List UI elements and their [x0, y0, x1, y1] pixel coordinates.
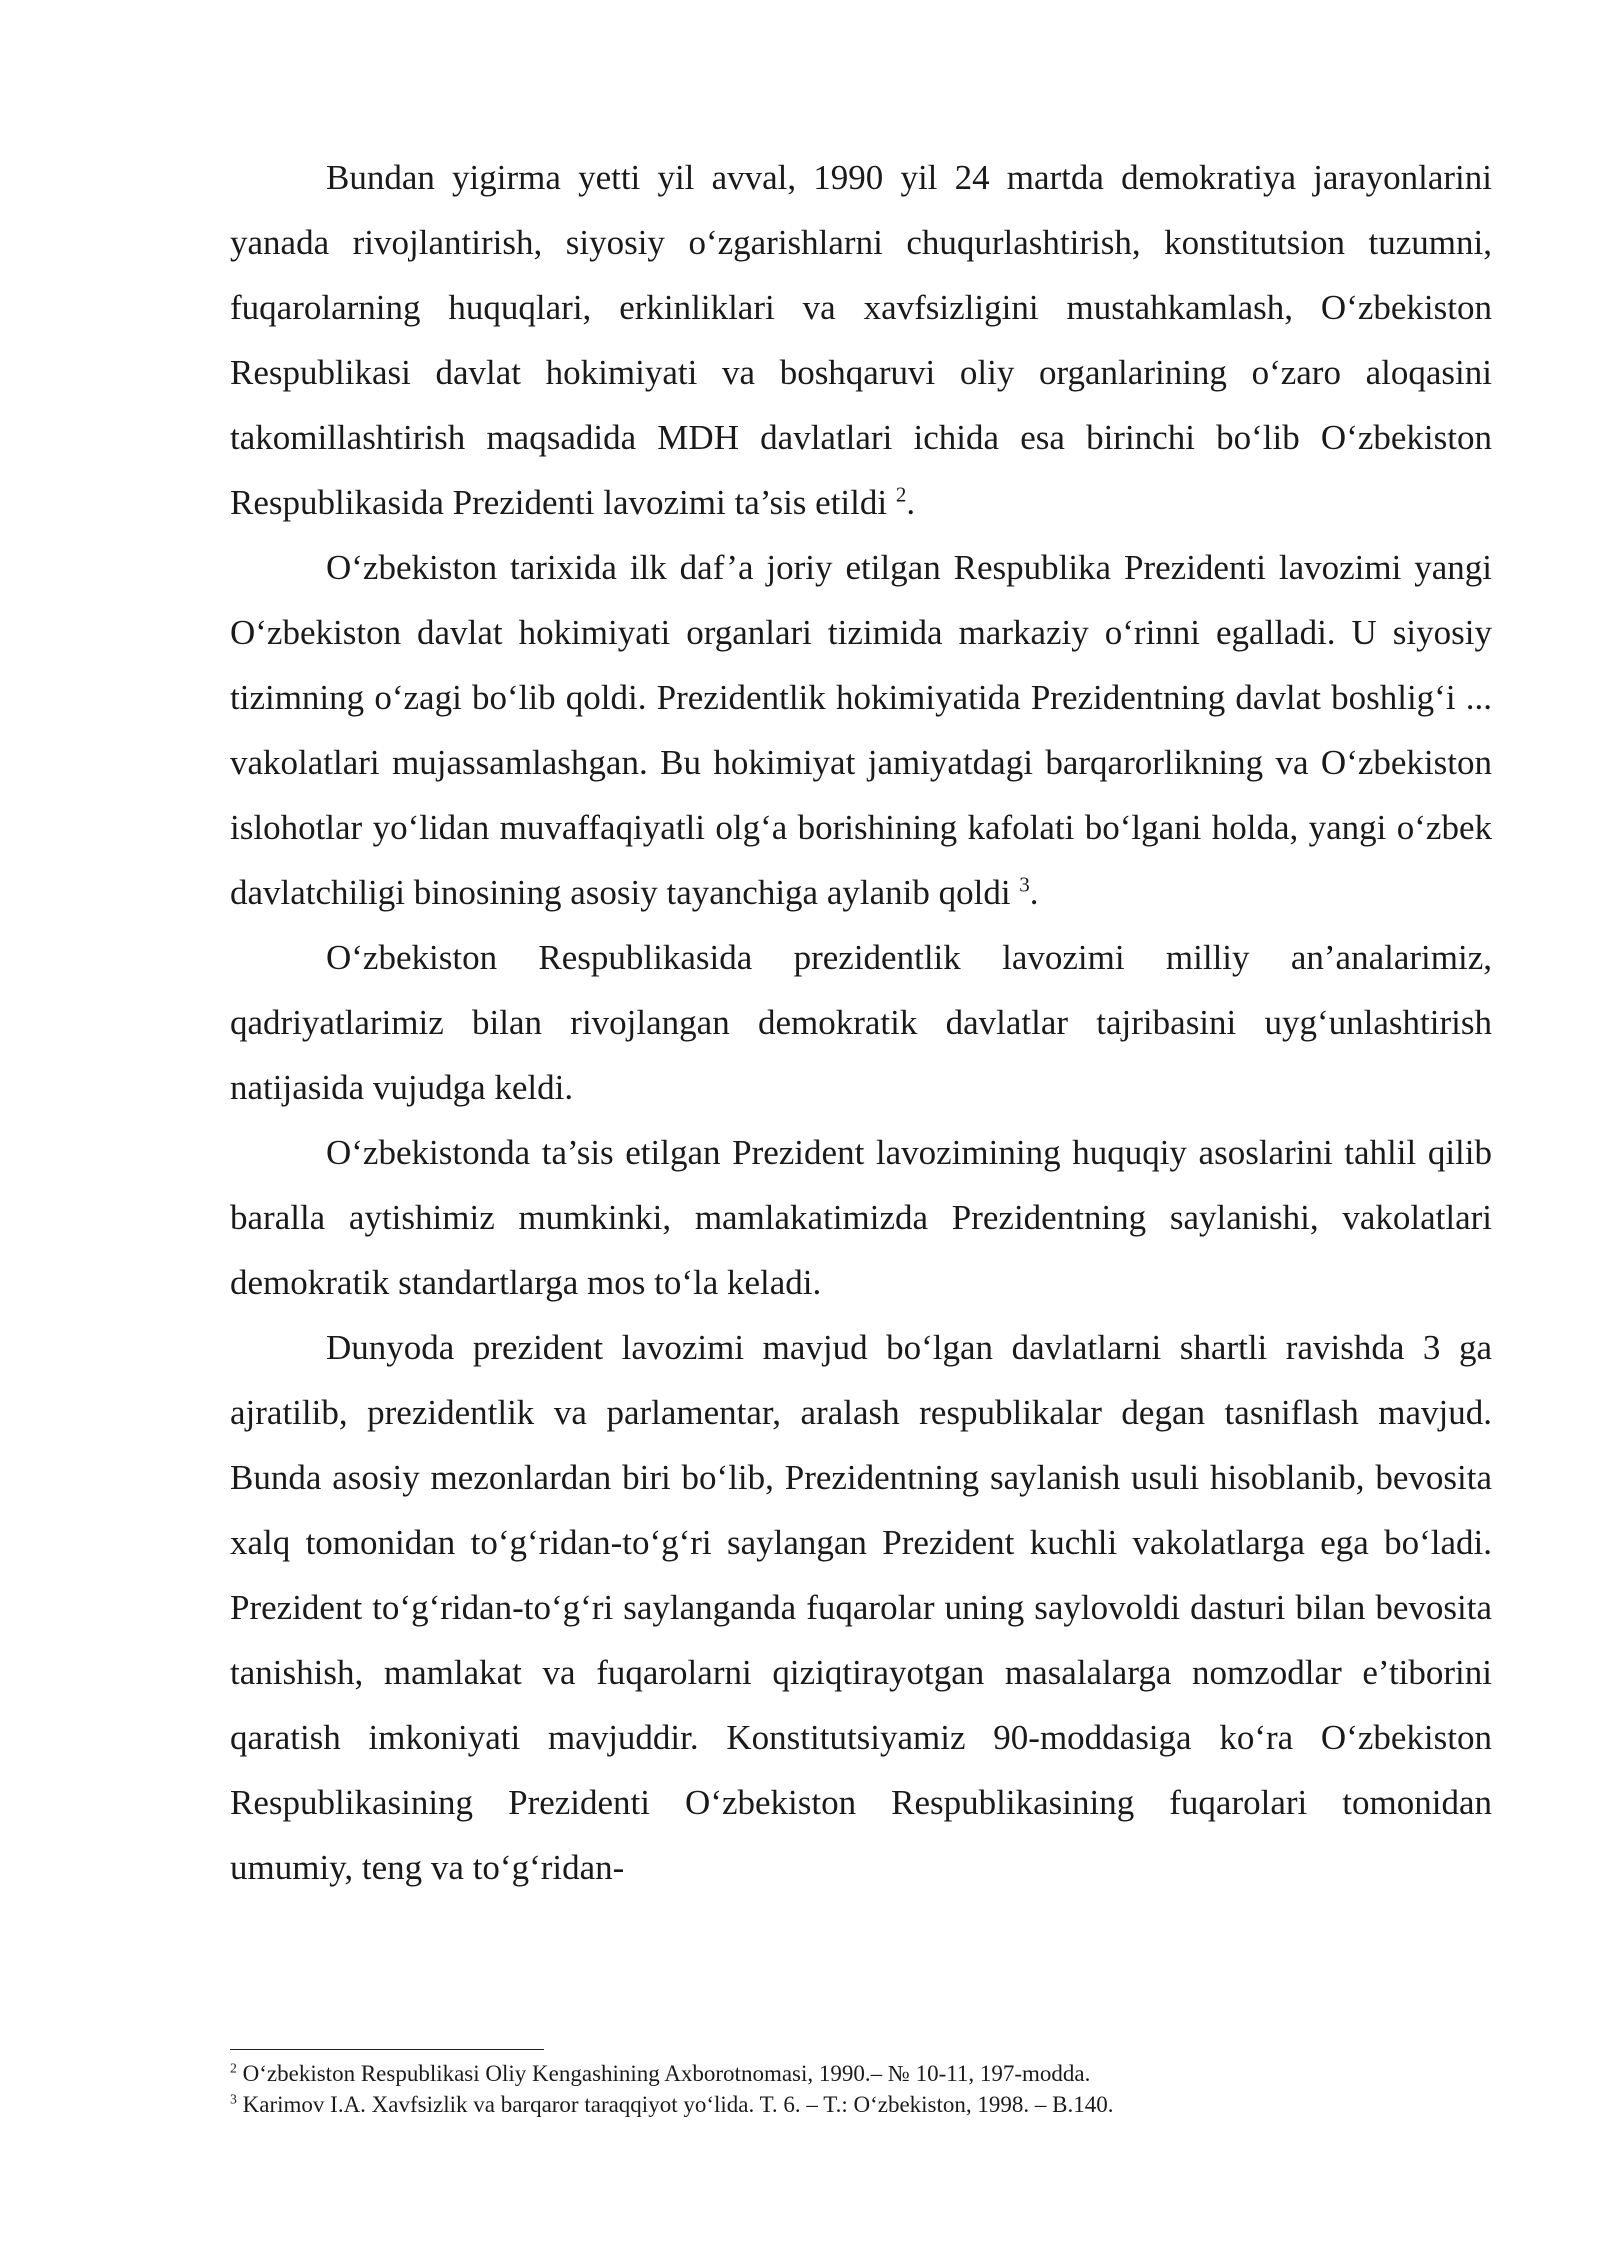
footnote-separator [230, 2049, 544, 2050]
paragraph-3 [230, 925, 1492, 1120]
paragraph-4 [230, 1120, 1492, 1315]
paragraph-5 [230, 1315, 1492, 1900]
body-text [230, 145, 1492, 1900]
footnote-2-text: O‘zbekiston Respublikasi Oliy Kengashining Axborotnomasi, 1990.– № 10-11, 197-modda. [236, 2061, 1091, 2086]
footnote-2 [230, 2058, 1492, 2089]
paragraph-1-text: Bundan yigirma yetti yil avval, 1990 yil 24 martda demokratiya jarayonlarini yanada rivojlantirish, siyosiy o‘zgarishlarni chuqurlashtirish, konstitutsion tuzumni, fuqarolarning huquqlari, erkinliklari va xavfsizligini mustahkamlash, O‘zbekiston Respublikasi davlat hokimiyati va boshqaruvi oliy organlarining o‘zaro aloqasini takomillashtirish maqsadida MDH davlatlari ichida esa birinchi bo‘lib O‘zbekiston Respublikasida Prezidenti lavozimi ta’sis etildi [230, 158, 1492, 522]
paragraph-2-end: . [1029, 873, 1039, 912]
paragraph-2-text: O‘zbekiston tarixida ilk daf’a joriy etilgan Respublika Prezidenti lavozimi yangi O‘zbekiston davlat hokimiyati organlari tizimida markaziy o‘rinni egalladi. U siyosiy tizimning o‘zagi bo‘lib qoldi. Prezidentlik hokimiyatida Prezidentning davlat boshlig‘i ... vakolatlari mujassamlashgan. Bu hokimiyat jamiyatdagi barqarorlikning va O‘zbekiston islohotlar yo‘lidan muvaffaqiyatli olg‘a borishining kafolati bo‘lgani holda, yangi o‘zbek davlatchiligi binosining asosiy tayanchiga aylanib qoldi [230, 548, 1492, 912]
paragraph-1 [230, 145, 1492, 535]
footnote-3 [230, 2089, 1492, 2120]
footnote-ref-2[interactable]: 2 [895, 482, 907, 507]
footnote-ref-3[interactable]: 3 [1019, 872, 1030, 897]
paragraph-5-text: Dunyoda prezident lavozimi mavjud bo‘lgan davlatlarni shartli ravishda 3 ga ajratilib, prezidentlik va parlamentar, aralash respublikalar degan tasniflash mavjud. Bunda asosiy mezonlardan biri bo‘lib, Prezidentning saylanish usuli hisoblanib, bevosita xalq tomonidan to‘g‘ridan-to‘g‘ri saylangan Prezident kuchli vakolatlarga ega bo‘ladi. Prezident to‘g‘ridan-to‘g‘ri saylanganda fuqarolar uning saylovoldi dasturi bilan bevosita tanishish, mamlakat va fuqarolarni qiziqtirayotgan masalalarga nomzodlar e’tiborini qaratish imkoniyati mavjuddir. Konstitutsiyamiz 90-moddasiga ko‘ra O‘zbekiston Respublikasining Prezidenti O‘zbekiston Respublikasining fuqarolari tomonidan umumiy, teng va to‘g‘ridan- [230, 1328, 1492, 1887]
paragraph-3-text: O‘zbekiston Respublikasida prezidentlik lavozimi milliy an’analarimiz, qadriyatlarimiz bilan rivojlangan demokratik davlatlar tajribasini uyg‘unlashtirish natijasida vujudga keldi. [230, 938, 1492, 1107]
footnote-3-text: Karimov I.A. Xavfsizlik va barqaror taraqqiyot yo‘lida. T. 6. – T.: O‘zbekiston, 1998. – B.140. [236, 2092, 1114, 2117]
footnote-3-number: 3 [230, 2091, 237, 2107]
paragraph-4-text: O‘zbekistonda ta’sis etilgan Prezident lavozimining huquqiy asoslarini tahlil qilib baralla aytishimiz mumkinki, mamlakatimizda Prezidentning saylanishi, vakolatlari demokratik standartlarga mos to‘la keladi. [230, 1133, 1492, 1302]
footnotes [230, 2058, 1492, 2120]
paragraph-1-end: . [906, 483, 916, 522]
paragraph-2 [230, 535, 1492, 925]
footnote-2-number: 2 [230, 2060, 237, 2076]
